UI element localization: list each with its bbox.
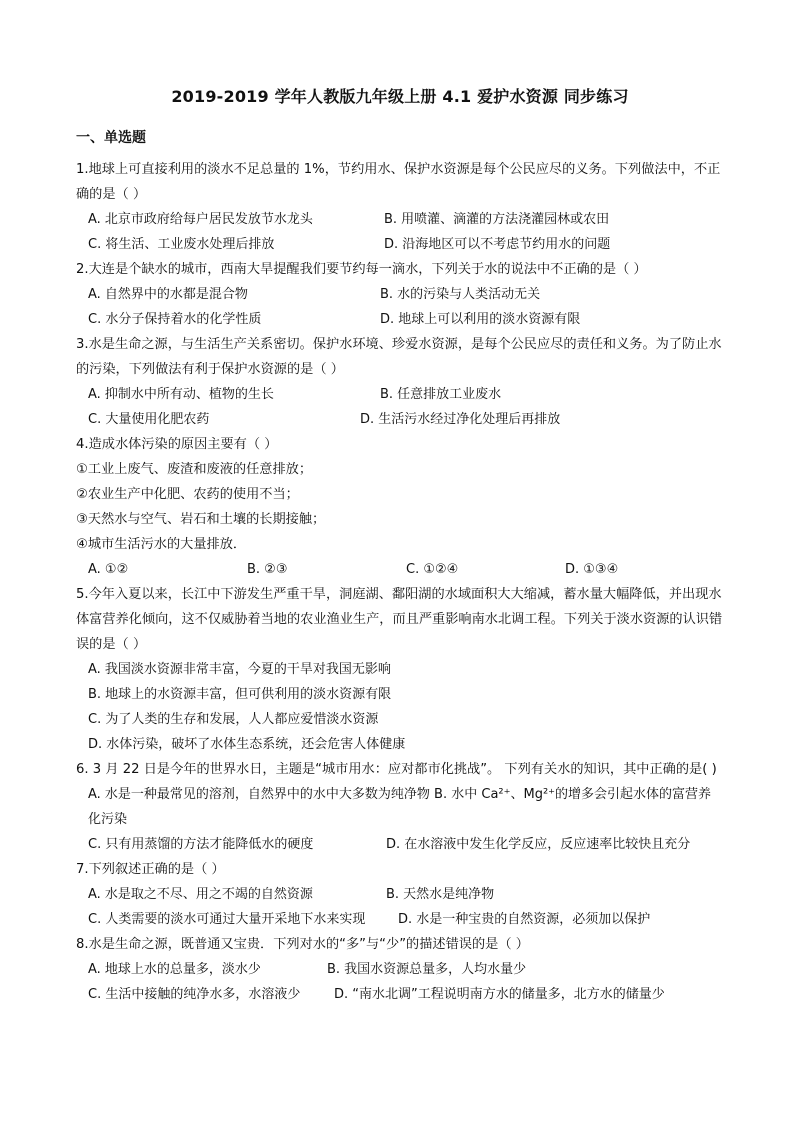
option-c: C. 为了人类的生存和发展，人人都应爱惜淡水资源 bbox=[88, 712, 379, 727]
option-d: D. “南水北调”工程说明南方水的储量多，北方水的储量少 bbox=[334, 987, 665, 1002]
question-8 bbox=[76, 932, 724, 1007]
option-a: A. 抑制水中所有动、植物的生长 bbox=[88, 387, 274, 402]
option-row bbox=[76, 882, 724, 907]
option-row bbox=[76, 407, 724, 432]
option-d: D. 生活污水经过净化处理后再排放 bbox=[360, 412, 561, 427]
question-stem: 7.下列叙述正确的是（ ） bbox=[76, 862, 225, 877]
question-2 bbox=[76, 257, 724, 332]
option-b: B. 地球上的水资源丰富，但可供利用的淡水资源有限 bbox=[88, 687, 392, 702]
statement-item: ④城市生活污水的大量排放． bbox=[76, 537, 247, 552]
option-row bbox=[76, 957, 724, 982]
option-c: C. 将生活、工业废水处理后排放 bbox=[88, 237, 275, 252]
option-b: B. 水的污染与人类活动无关 bbox=[380, 287, 541, 302]
section-heading: 一、单选题 bbox=[76, 130, 146, 146]
option-b: B. 用喷灌、滴灌的方法浇灌园林或农田 bbox=[384, 212, 610, 227]
question-stem: 8.水是生命之源，既普通又宝贵．下列对水的“多”与“少”的描述错误的是（ ） bbox=[76, 937, 529, 952]
question-stem: 4.造成水体污染的原因主要有（ ） bbox=[76, 437, 278, 452]
option-row bbox=[76, 832, 724, 857]
option-a: A. 地球上水的总量多，淡水少 bbox=[88, 962, 261, 977]
option-c: C. 生活中接触的纯净水多，水溶液少 bbox=[88, 987, 301, 1002]
option-a: A. 自然界中的水都是混合物 bbox=[88, 287, 248, 302]
question-stem: 3.水是生命之源，与生活生产关系密切。保护水环境、珍爱水资源，是每个公民应尽的责任和义务。为了防止水的污染，下列做法有利于保护水资源的是（ ） bbox=[76, 337, 722, 377]
option-row bbox=[76, 307, 724, 332]
option-c: C. 大量使用化肥农药 bbox=[88, 412, 210, 427]
option-row bbox=[76, 382, 724, 407]
option-b: B. ②③ bbox=[247, 562, 288, 577]
question-6 bbox=[76, 757, 724, 857]
option-a: A. 我国淡水资源非常丰富，今夏的干旱对我国无影响 bbox=[88, 662, 391, 677]
question-1 bbox=[76, 157, 724, 257]
option-row bbox=[76, 557, 724, 582]
option-row bbox=[76, 207, 724, 232]
question-stem: 1.地球上可直接利用的淡水不足总量的 1%，节约用水、保护水资源是每个公民应尽的义务。下列做法中，不正确的是（ ） bbox=[76, 162, 721, 202]
option-a-b: A. 水是一种最常见的溶剂，自然界中的水中大多数为纯净物 B. 水中 Ca²⁺、Mg²⁺的增多会引起水体的富营养化污染 bbox=[88, 787, 712, 827]
option-b: B. 天然水是纯净物 bbox=[386, 887, 495, 902]
option-d: D. 水体污染，破坏了水体生态系统，还会危害人体健康 bbox=[88, 737, 406, 752]
question-3 bbox=[76, 332, 724, 432]
question-stem: 2.大连是个缺水的城市，西南大旱提醒我们要节约每一滴水，下列关于水的说法中不正确的是（ ） bbox=[76, 262, 647, 277]
question-stem: 5.今年入夏以来，长江中下游发生严重干旱，洞庭湖、鄱阳湖的水域面积大大缩减，蓄水量大幅降低，并出现水体富营养化倾向，这不仅威胁着当地的农业渔业生产，而且严重影响南水北调工程。下列关于淡水资源的认识错误的是（ ） bbox=[76, 587, 723, 652]
option-d: D. 沿海地区可以不考虑节约用水的问题 bbox=[384, 237, 611, 252]
option-d: D. 水是一种宝贵的自然资源，必须加以保护 bbox=[398, 912, 651, 927]
option-a: A. 北京市政府给每户居民发放节水龙头 bbox=[88, 212, 313, 227]
option-d: D. 在水溶液中发生化学反应，反应速率比较快且充分 bbox=[386, 837, 691, 852]
option-row bbox=[76, 982, 724, 1007]
page-title: 2019-2019 学年人教版九年级上册 4.1 爱护水资源 同步练习 bbox=[171, 87, 629, 106]
question-4 bbox=[76, 432, 724, 582]
option-a: A. ①② bbox=[88, 562, 129, 577]
question-stem: 6. 3 月 22 日是今年的世界水日，主题是“城市用水：应对都市化挑战”。 下列有关水的知识，其中正确的是( ) bbox=[76, 762, 717, 777]
statement-item: ③天然水与空气、岩石和土壤的长期接触； bbox=[76, 512, 326, 527]
statement-item: ①工业上废气、废渣和废液的任意排放； bbox=[76, 462, 313, 477]
option-d: D. 地球上可以利用的淡水资源有限 bbox=[380, 312, 581, 327]
option-c: C. 只有用蒸馏的方法才能降低水的硬度 bbox=[88, 837, 314, 852]
option-c: C. ①②④ bbox=[406, 562, 459, 577]
question-7 bbox=[76, 857, 724, 932]
option-d: D. ①③④ bbox=[565, 562, 619, 577]
option-c: C. 人类需要的淡水可通过大量开采地下水来实现 bbox=[88, 912, 366, 927]
option-row bbox=[76, 907, 724, 932]
option-b: B. 任意排放工业废水 bbox=[380, 387, 502, 402]
option-b: B. 我国水资源总量多，人均水量少 bbox=[327, 962, 527, 977]
option-c: C. 水分子保持着水的化学性质 bbox=[88, 312, 262, 327]
question-5 bbox=[76, 582, 724, 757]
option-row bbox=[76, 232, 724, 257]
option-a: A. 水是取之不尽、用之不竭的自然资源 bbox=[88, 887, 313, 902]
statement-item: ②农业生产中化肥、农药的使用不当； bbox=[76, 487, 299, 502]
option-row bbox=[76, 282, 724, 307]
